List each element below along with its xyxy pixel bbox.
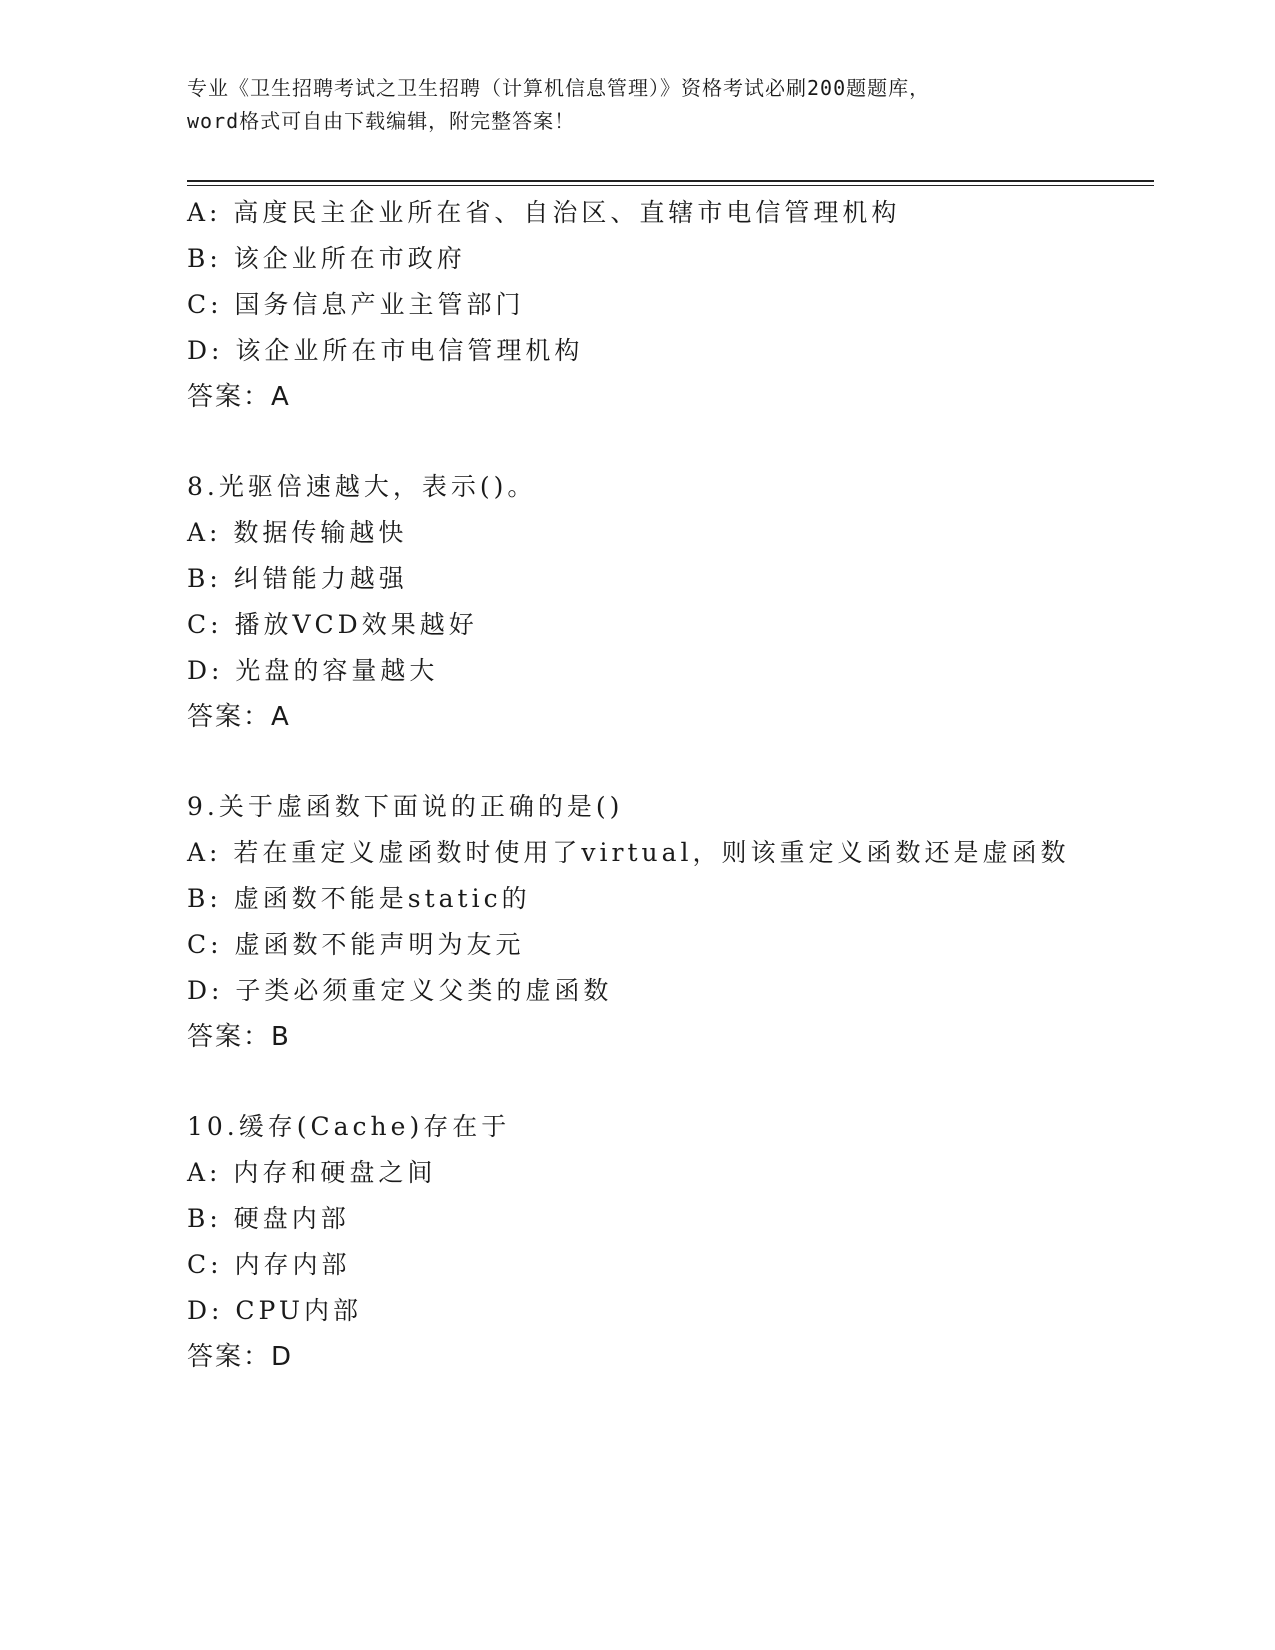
option-b: B: 纠错能力越强	[187, 564, 408, 593]
option-a: A: 数据传输越快	[187, 518, 408, 547]
question-block-8	[187, 464, 1147, 740]
header-divider-thin	[187, 185, 1154, 186]
option-c: C: 虚函数不能声明为友元	[187, 930, 525, 959]
option-c: C: 播放VCD效果越好	[187, 610, 478, 639]
header-divider-thick	[187, 180, 1154, 182]
option-b: B: 硬盘内部	[187, 1204, 350, 1233]
option-a: A: 内存和硬盘之间	[187, 1158, 437, 1187]
question-title: 9.关于虚函数下面说的正确的是()	[187, 792, 624, 821]
option-c: C: 内存内部	[187, 1250, 351, 1279]
question-title: 10.缓存(Cache)存在于	[187, 1112, 511, 1141]
option-b: B: 虚函数不能是static的	[187, 884, 531, 913]
answer-line: 答案：D	[187, 1342, 294, 1372]
option-d: D: CPU内部	[187, 1296, 362, 1325]
option-c: C: 国务信息产业主管部门	[187, 290, 525, 319]
header-line-1: 专业《卫生招聘考试之卫生招聘（计算机信息管理）》资格考试必刷200题题库，	[187, 76, 931, 100]
option-b: B: 该企业所在市政府	[187, 244, 466, 273]
question-block-10	[187, 1104, 1147, 1380]
document-header	[187, 72, 1147, 138]
option-d: D: 光盘的容量越大	[187, 656, 439, 685]
option-a: A: 若在重定义虚函数时使用了virtual，则该重定义函数还是虚函数	[187, 838, 1070, 867]
question-title: 8.光驱倍速越大，表示()。	[187, 472, 537, 501]
header-line-2: word格式可自由下载编辑，附完整答案！	[187, 109, 576, 133]
answer-line: 答案：A	[187, 702, 291, 732]
question-block-7-continued	[187, 190, 1147, 420]
question-list	[187, 190, 1147, 1380]
question-block-9	[187, 784, 1147, 1060]
option-a: A: 高度民主企业所在省、自治区、直辖市电信管理机构	[187, 198, 901, 227]
option-d: D: 子类必须重定义父类的虚函数	[187, 976, 613, 1005]
option-d: D: 该企业所在市电信管理机构	[187, 336, 584, 365]
answer-line: 答案：B	[187, 1022, 291, 1052]
answer-line: 答案：A	[187, 382, 291, 412]
